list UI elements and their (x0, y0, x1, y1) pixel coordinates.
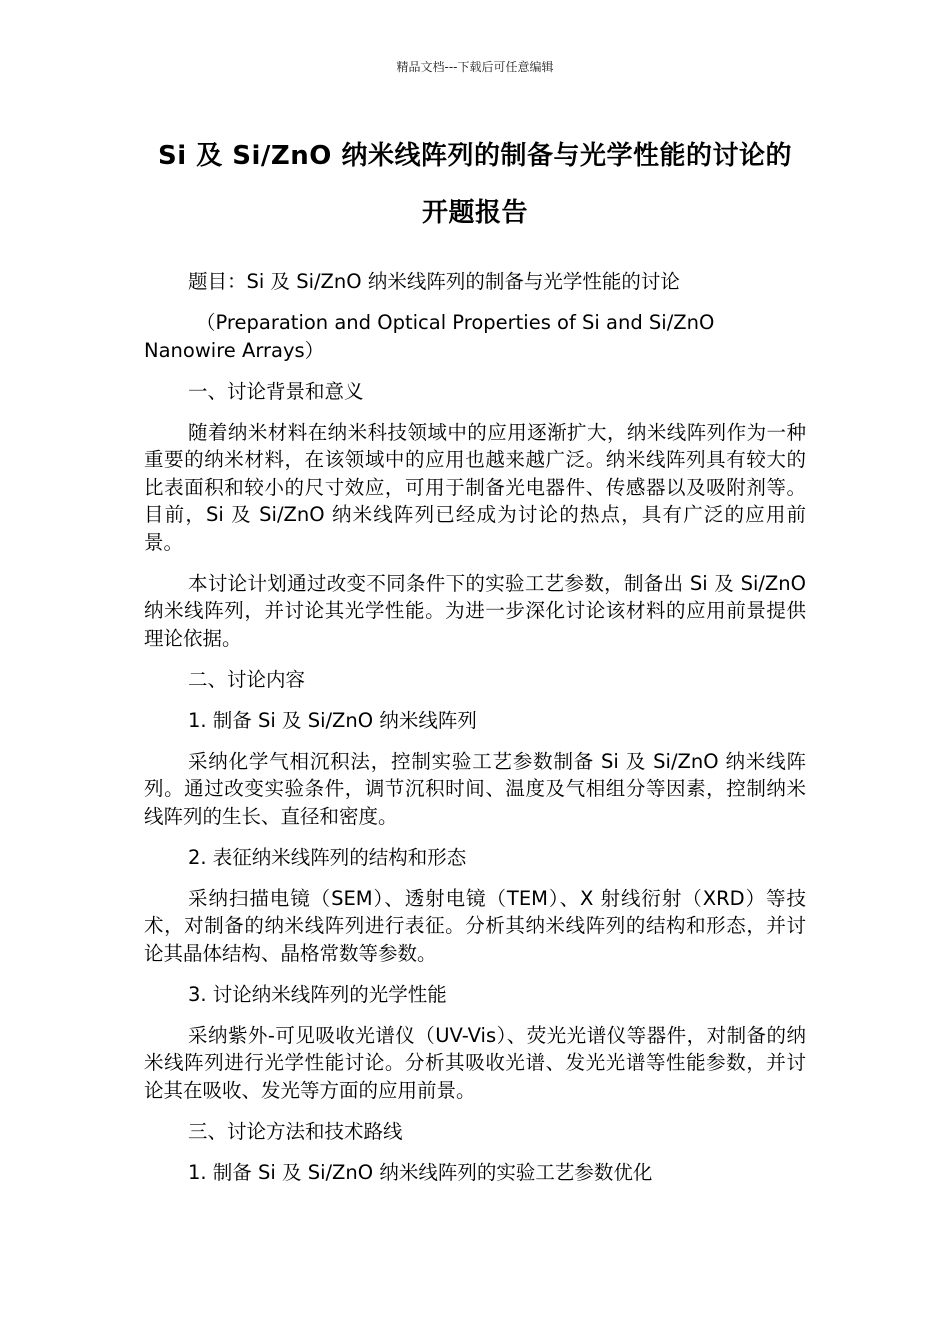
paragraph-characterization: 采纳扫描电镜（SEM）、透射电镜（TEM）、X 射线衍射（XRD）等技术，对制备的纳米线阵列进行表征。分析其纳米线阵列的结构和形态，并讨论其晶体结构、晶格常数等参数。 (144, 886, 806, 965)
subject-line: 题目：Si 及 Si/ZnO 纳米线阵列的制备与光学性能的讨论 (188, 270, 680, 293)
section-heading-2: 二、讨论内容 (188, 667, 306, 691)
subsection-heading-4: 1. 制备 Si 及 Si/ZnO 纳米线阵列的实验工艺参数优化 (188, 1160, 653, 1184)
document-body (144, 268, 806, 1200)
document-title (120, 128, 830, 242)
subsection-heading-2: 2. 表征纳米线阵列的结构和形态 (188, 845, 467, 869)
paragraph-plan: 本讨论计划通过改变不同条件下的实验工艺参数，制备出 Si 及 Si/ZnO 纳米线阵列，并讨论其光学性能。为进一步深化讨论该材料的应用前景提供理论依据。 (144, 571, 806, 650)
paragraph-optical: 采纳紫外-可见吸收光谱仪（UV-Vis）、荧光光谱仪等器件，对制备的纳米线阵列进行光学性能讨论。分析其吸收光谱、发光光谱等性能参数，并讨论其在吸收、发光等方面的应用前景。 (144, 1023, 806, 1102)
title-line-1: Si 及 Si/ZnO 纳米线阵列的制备与光学性能的讨论的 (158, 141, 792, 171)
paragraph-background: 随着纳米材料在纳米科技领域中的应用逐渐扩大，纳米线阵列作为一种重要的纳米材料，在该领域中的应用也越来越广泛。纳米线阵列具有较大的比表面积和较小的尺寸效应，可用于制备光电器件、传感器以及吸附剂等。目前，Si 及 Si/ZnO 纳米线阵列已经成为讨论的热点，具有广泛的应用前景。 (144, 420, 806, 554)
section-heading-3: 三、讨论方法和技术路线 (188, 1119, 403, 1143)
subsection-heading-3: 3. 讨论纳米线阵列的光学性能 (188, 982, 447, 1006)
subsection-heading-1: 1. 制备 Si 及 Si/ZnO 纳米线阵列 (188, 708, 477, 732)
page-header: 精品文档---下载后可任意编辑 (396, 60, 554, 74)
paragraph-preparation: 采纳化学气相沉积法，控制实验工艺参数制备 Si 及 Si/ZnO 纳米线阵列。通过改变实验条件，调节沉积时间、温度及气相组分等因素，控制纳米线阵列的生长、直径和密度。 (144, 749, 806, 828)
section-heading-1: 一、讨论背景和意义 (188, 379, 364, 403)
title-line-2: 开题报告 (421, 198, 528, 228)
english-title: （Preparation and Optical Properties of Si and Si/ZnO Nanowire Arrays） (144, 311, 715, 362)
